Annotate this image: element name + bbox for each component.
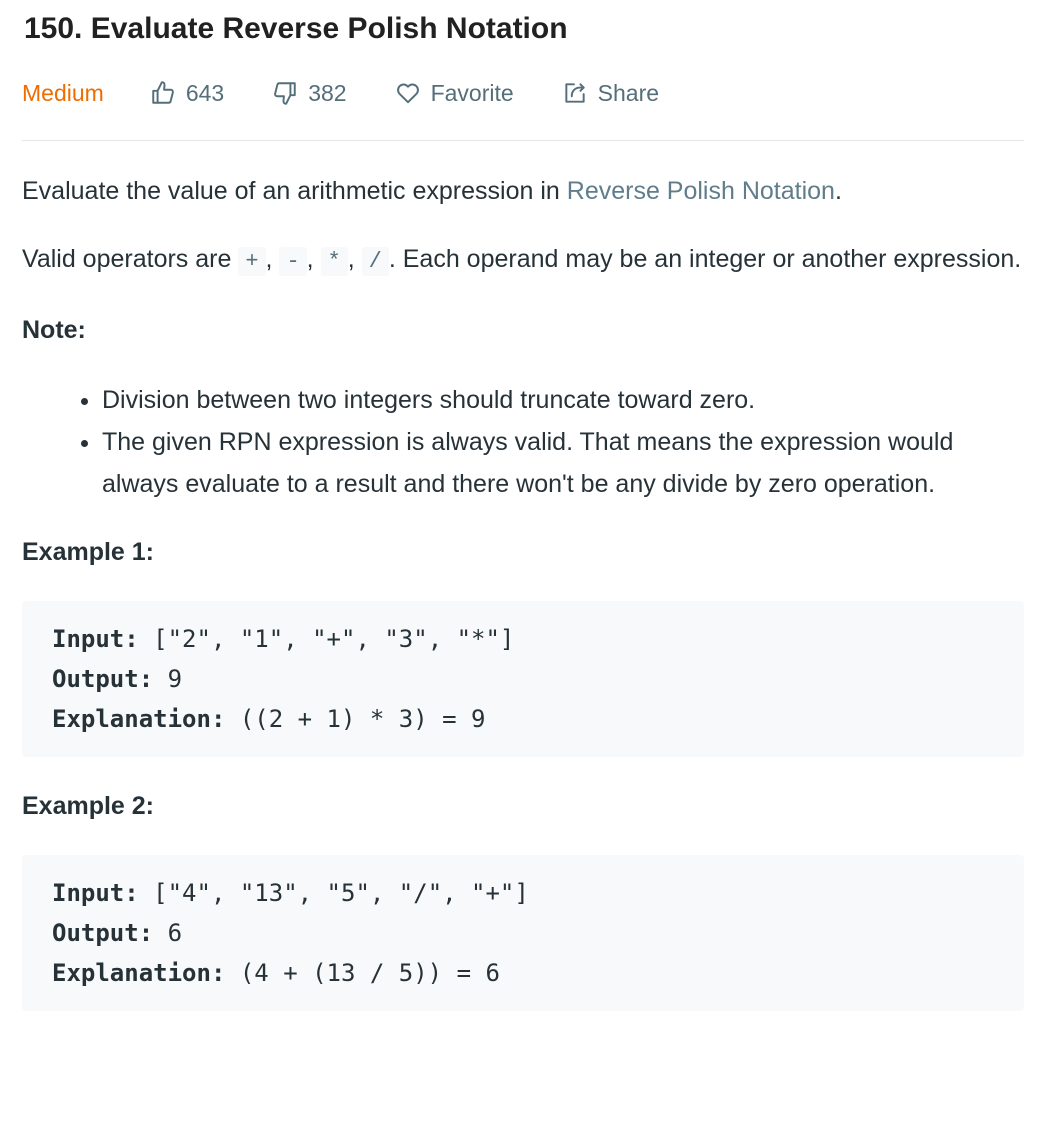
note-heading: Note: (22, 316, 86, 344)
input-label: Input: (52, 879, 139, 907)
dislike-button[interactable] (272, 80, 346, 107)
operator-minus: - (279, 247, 306, 276)
notes-list (22, 379, 1024, 505)
operator-separator: , (265, 245, 280, 273)
share-icon (562, 80, 588, 106)
description-paragraph-2 (22, 238, 1024, 283)
note-item: • Division between two integers should truncate toward zero. (102, 379, 1024, 421)
explanation-value: (4 + (13 / 5)) = 6 (225, 959, 500, 987)
explanation-label: Explanation: (52, 705, 226, 733)
explanation-label: Explanation: (52, 959, 226, 987)
note-item: • The given RPN expression is always valid. That means the expression would always evaluate to a result and there won't be any divide by zero operation. (102, 421, 1024, 505)
operator-plus: + (238, 247, 265, 276)
thumbs-up-icon (150, 80, 176, 106)
problem-description (22, 170, 1024, 1039)
output-value: 6 (153, 919, 183, 947)
input-value: ["2", "1", "+", "3", "*"] (138, 625, 515, 653)
example-1-block (22, 601, 1024, 757)
output-value: 9 (153, 665, 183, 693)
input-label: Input: (52, 625, 139, 653)
share-button[interactable] (562, 80, 659, 107)
example-2-block (22, 855, 1024, 1011)
header-divider (22, 140, 1024, 141)
description-paragraph-1 (22, 170, 1024, 212)
operator-separator: , (306, 245, 321, 273)
like-button[interactable] (150, 80, 224, 107)
like-count: 643 (185, 79, 225, 106)
output-label: Output: (52, 665, 154, 693)
description-text: Evaluate the value of an arithmetic expression in (22, 177, 567, 205)
description-period: . (834, 177, 842, 205)
example-1-heading: Example 1: (22, 538, 155, 566)
difficulty-badge: Medium (22, 79, 104, 106)
thumbs-down-icon (272, 80, 298, 106)
input-value: ["4", "13", "5", "/", "+"] (138, 879, 529, 907)
operators-intro: Valid operators are (22, 245, 239, 273)
output-label: Output: (52, 919, 154, 947)
share-label: Share (597, 79, 660, 106)
favorite-button[interactable] (395, 80, 514, 107)
operator-multiply: * (321, 247, 348, 276)
example-2-heading: Example 2: (22, 792, 155, 820)
explanation-value: ((2 + 1) * 3) = 9 (225, 705, 486, 733)
heart-icon (395, 80, 421, 106)
operator-divide: / (362, 247, 389, 276)
operator-separator: , (347, 245, 362, 273)
problem-meta-bar (22, 74, 707, 112)
rpn-link[interactable]: Reverse Polish Notation (566, 177, 835, 205)
problem-title: 150. Evaluate Reverse Polish Notation (24, 12, 568, 45)
favorite-label: Favorite (430, 79, 514, 106)
operators-outro: . Each operand may be an integer or another expression. (388, 245, 1022, 273)
dislike-count: 382 (308, 79, 347, 106)
